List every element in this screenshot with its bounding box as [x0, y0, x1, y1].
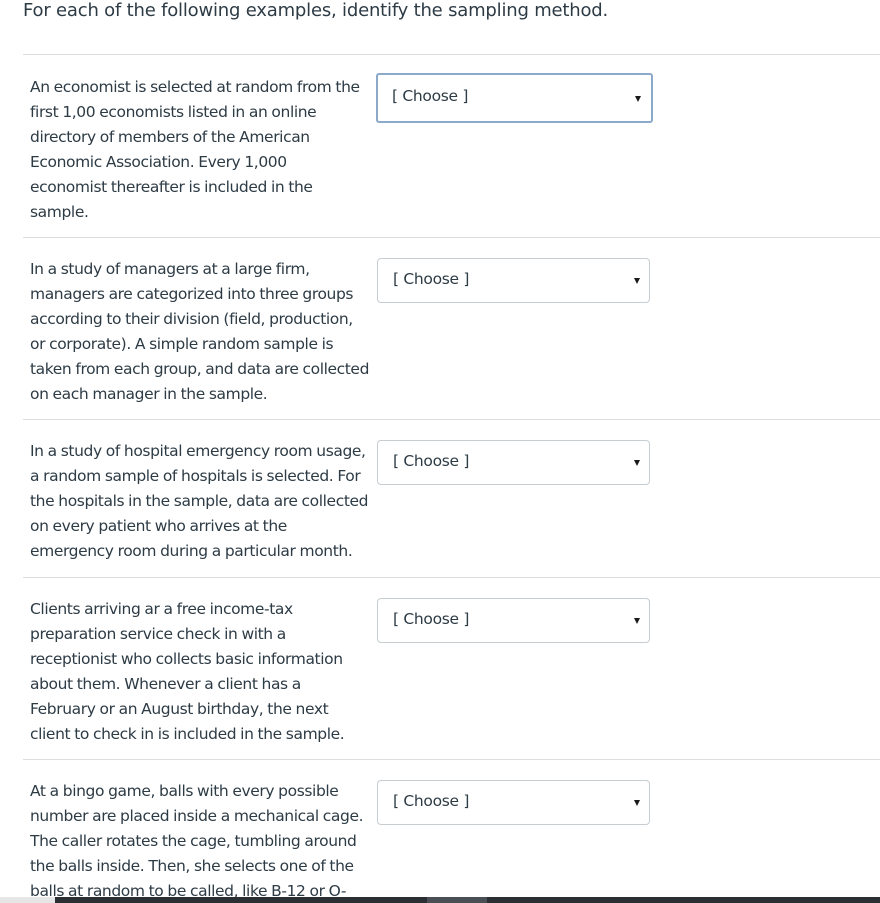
divider: [23, 577, 880, 578]
question-text-line: about them. Whenever a client has a: [30, 675, 301, 693]
answer-select-5[interactable]: [377, 780, 650, 825]
question-text-line: taken from each group, and data are collected: [30, 360, 370, 378]
question-text-line: In a study of managers at a large firm,: [30, 260, 310, 278]
question-text-line: or corporate). A simple random sample is: [30, 335, 334, 353]
question-text-line: Clients arriving ar a free income-tax: [30, 600, 293, 618]
question-5: [30, 779, 376, 897]
question-text-line: client to check in is included in the sample.: [30, 725, 345, 743]
scrollbar-thumb-highlight: [427, 897, 487, 903]
question-1-text: [30, 75, 376, 225]
question-3-text: [30, 439, 376, 564]
caret-down-icon: [635, 96, 641, 102]
question-text-line: balls at random to be called, like B-12 or O-: [30, 882, 347, 897]
question-text-line: managers are categorized into three groups: [30, 285, 354, 303]
question-text-line: a random sample of hospitals is selected. For: [30, 467, 361, 485]
divider: [23, 237, 880, 238]
question-text-line: the hospitals in the sample, data are collected: [30, 492, 369, 510]
answer-select-3[interactable]: [377, 440, 650, 485]
horizontal-scrollbar[interactable]: [0, 897, 880, 903]
question-3: [30, 439, 376, 564]
question-text-line: February or an August birthday, the next: [30, 700, 329, 718]
question-text-line: preparation service check in with a: [30, 625, 286, 643]
question-text-line: The caller rotates the cage, tumbling around: [30, 832, 357, 850]
divider: [23, 759, 880, 760]
question-text-line: directory of members of the American: [30, 128, 310, 146]
caret-down-icon: [634, 460, 640, 466]
question-1: [30, 75, 376, 225]
question-text-line: the balls inside. Then, she selects one of the: [30, 857, 354, 875]
caret-down-icon: [634, 278, 640, 284]
question-text-line: on every patient who arrives at the: [30, 517, 287, 535]
answer-select-2[interactable]: [377, 258, 650, 303]
question-text-line: according to their division (field, production,: [30, 310, 353, 328]
answer-select-1[interactable]: [376, 73, 653, 123]
select-value: [ Choose ]: [393, 792, 470, 810]
select-value: [ Choose ]: [392, 87, 469, 105]
question-text-line: In a study of hospital emergency room usage,: [30, 442, 366, 460]
select-value: [ Choose ]: [393, 270, 470, 288]
question-prompt: For each of the following examples, identify the sampling method.: [23, 0, 609, 21]
question-4: [30, 597, 376, 747]
question-2-text: [30, 257, 376, 407]
question-text-line: sample.: [30, 203, 89, 221]
question-2: [30, 257, 376, 407]
question-text-line: first 1,00 economists listed in an online: [30, 103, 317, 121]
select-value: [ Choose ]: [393, 452, 470, 470]
question-4-text: [30, 597, 376, 747]
question-text-line: on each manager in the sample.: [30, 385, 268, 403]
divider: [23, 419, 880, 420]
question-text-line: An economist is selected at random from the: [30, 78, 360, 96]
question-text-line: number are placed inside a mechanical cage.: [30, 807, 364, 825]
caret-down-icon: [634, 618, 640, 624]
answer-select-4[interactable]: [377, 598, 650, 643]
select-value: [ Choose ]: [393, 610, 470, 628]
question-5-text: [30, 779, 376, 897]
question-text-line: economist thereafter is included in the: [30, 178, 313, 196]
caret-down-icon: [634, 800, 640, 806]
question-text-line: receptionist who collects basic information: [30, 650, 343, 668]
question-text-line: At a bingo game, balls with every possible: [30, 782, 339, 800]
divider: [23, 54, 880, 55]
question-text-line: Economic Association. Every 1,000: [30, 153, 287, 171]
question-text-line: emergency room during a particular month.: [30, 542, 353, 560]
